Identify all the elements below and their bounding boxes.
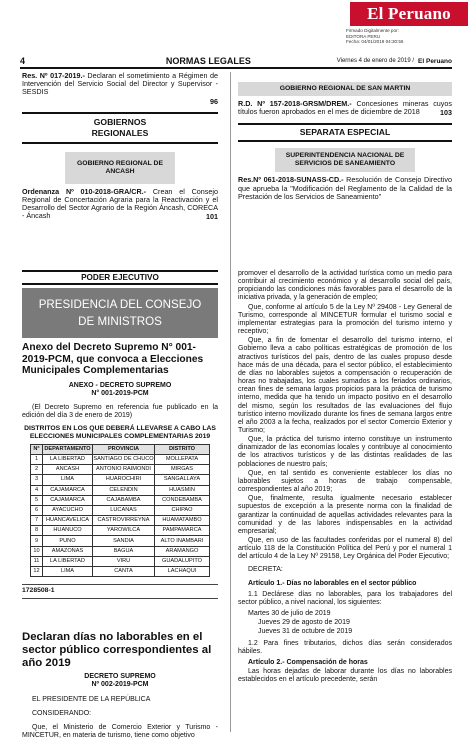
region-box-ancash: GOBIERNO REGIONAL DE ANCASH [65, 152, 175, 184]
poder-ejecutivo-heading: PODER EJECUTIVO [22, 270, 218, 285]
entry-label: Res. Nº 017-2019.- [22, 71, 85, 80]
masthead [0, 0, 474, 50]
annex-heading: ANEXO - DECRETO SUPREMO [68, 382, 172, 389]
table-row [31, 516, 210, 526]
table-row [31, 475, 210, 485]
summary-entry [22, 72, 218, 97]
entry-text: Declaran el sometimiento a Régimen de Intervención del Servicio Social del Director y Supervisor - SESDIS [22, 71, 218, 97]
date-item: Jueves 31 de octubre de 2019 [258, 628, 353, 636]
entry-text: Concesiones mineras cuyos títulos fueron aprobados en el mes de diciembre de 2018 [238, 99, 452, 117]
table-cell: 3 [31, 475, 43, 485]
table-cell: LIMA [43, 475, 93, 485]
left-summary [22, 72, 218, 221]
table-cell: PUNO [43, 536, 93, 546]
table-cell: HUANCAVELICA [43, 516, 93, 526]
paragraph: Que, la práctica del turismo interno constituye un instrumento dinamizador de las economías locales y contribuye al conocimiento de los atractivos turísticos y de las distintas realidades de las poblaciones de nuestro país; [238, 436, 452, 468]
entry-label: Ordenanza Nº 010-2018-GRA/CR.- [22, 186, 147, 196]
table-cell: LA LIBERTAD [43, 556, 93, 566]
region-box-sunass: SUPERINTENDENCIA NACIONAL DE SERVICIOS DE SANEAMIENTO [275, 148, 415, 172]
table-row [31, 556, 210, 566]
paragraph: Que, conforme al artículo 5 de la Ley Nº 29408 - Ley General de Turismo, corresponde al MINCETUR formular el turismo social e implementar estrategias para la promoción del turismo interno y receptivo; [238, 303, 452, 336]
table-cell: 7 [31, 516, 43, 526]
column-header: PROVINCIA [93, 444, 155, 454]
table-cell: VIRU [93, 556, 155, 566]
entry-label: R.D. Nº 157-2018-GRSM/DREM.- [238, 99, 352, 108]
column-divider [230, 72, 231, 732]
region-box-sanmartin: GOBIERNO REGIONAL DE SAN MARTIN [238, 82, 452, 96]
entry-label: Res.Nº 061-2018-SUNASS-CD.- [238, 175, 344, 185]
table-cell: 5 [31, 495, 43, 505]
table-cell: LACHAQUI [155, 567, 210, 577]
table-cell: 6 [31, 505, 43, 515]
table-cell: HUASMIN [155, 485, 210, 495]
table-header-row [31, 444, 210, 454]
date-item: Martes 30 de julio de 2019 [248, 610, 331, 618]
paragraph: Que, en tal sentido es conveniente establecer los días no laborables sujetos a horas de trabajo compensable, correspondientes al año 2019; [238, 469, 452, 494]
divider [238, 123, 452, 125]
signature-line: Firmado Digitalmente por: [346, 28, 399, 33]
table-cell: CAJAMARCA [43, 495, 93, 505]
table-cell: ANCASH [43, 465, 93, 475]
table-row [31, 536, 210, 546]
entry-page: 96 [210, 96, 218, 106]
column-header: DISTRITO [155, 444, 210, 454]
table-cell: HUANUCO [43, 526, 93, 536]
table-cell: ARAMANGO [155, 546, 210, 556]
table-title: DISTRITOS EN LOS QUE DEBERÁ LLEVARSE A CABO LAS ELECCIONES MUNICIPALES COMPLEMENTARIAS 2019 [24, 425, 216, 440]
table-cell: PAMPAMARCA [155, 526, 210, 536]
issue-date: Viernes 4 de enero de 2019 / [336, 58, 415, 64]
divider [22, 584, 218, 585]
entry-text: Resolución de Consejo Directivo que aprueba la "Modificación del Reglamento de la Calidad de la Prestación de los Servicios de Saneamiento" [238, 175, 452, 201]
column-header: N° [31, 444, 43, 454]
table-cell: GUADALUPITO [155, 556, 210, 566]
table-row [31, 465, 210, 475]
article-2-title: Artículo 2.- Compensación de horas [248, 658, 368, 666]
table-cell: 12 [31, 567, 43, 577]
table-row [31, 505, 210, 515]
divider [22, 142, 218, 144]
table-cell: CELENDIN [93, 485, 155, 495]
paragraph: Que, el Ministerio de Comercio Exterior y Turismo - MINCETUR, en materia de turismo, tiene como objetivo [22, 724, 218, 740]
table-cell: 8 [31, 526, 43, 536]
brand-logo: El Peruano [350, 2, 468, 26]
table-cell: LA LIBERTAD [43, 454, 93, 464]
table-cell: LIMA [43, 567, 93, 577]
right-summary [238, 72, 452, 201]
table-cell: HUAROCHIRI [93, 475, 155, 485]
annex-note: (El Decreto Supremo en referencia fue publicado en la edición del día 3 de enero de 2019) [22, 403, 218, 419]
table-row [31, 526, 210, 536]
table-cell: CASTROVIRREYNA [93, 516, 155, 526]
table-cell: ANTONIO RAIMONDI [93, 465, 155, 475]
decreta-line: DECRETA: [248, 566, 283, 574]
table-cell: AMAZONAS [43, 546, 93, 556]
decree-2 [22, 631, 218, 741]
running-header [20, 55, 452, 69]
paragraph: Que, a fin de fomentar el desarrollo del turismo interno, el Gobierno lleva a cabo políticas estratégicas de promoción de los atractivos turísticos del país, dentro de las cuales propuso desde hace más de una década, para el sector público, el establecimiento de días no laborables sujetos a compensación o recuperación de horas no trabajadas, los cuales sumados a los feriados ordinarios, crean fines de semana largos propicios para la práctica de turismo interno, medida que ha tenido un impacto positivo en el desarrollo del mismo, según los resultados de las evaluaciones del flujo turístico interno movilizado durante los fines de semana largos entre el año 2003 a la fecha, realizados por el sector Comercio Exterior y Turismo; [238, 337, 452, 434]
table-cell: SANTIAGO DE CHUCO [93, 454, 155, 464]
table-cell: 1 [31, 454, 43, 464]
table-cell: SANGALLAYA [155, 475, 210, 485]
decree-2-continued [238, 270, 452, 685]
table-cell: CAJABAMBA [93, 495, 155, 505]
section-title: NORMAS LEGALES [165, 56, 251, 66]
signature-line: EDITORA PERU [346, 33, 381, 39]
table-cell: HUAMATAMBO [155, 516, 210, 526]
page-number: 4 [20, 56, 26, 66]
divider [238, 140, 452, 142]
paragraph: promover el desarrollo de la actividad turística como un medio para contribuir al crecimiento económico y al desarrollo social del país, propiciando las condiciones más favorables para el desarrollo de la iniciativa privada, y la generación de empleo; [238, 270, 452, 302]
paragraph: 1.1 Declárese días no laborables, para los trabajadores del sector público, a nivel nacional, los siguientes: [238, 590, 452, 606]
table-cell: YAROWILCA [93, 526, 155, 536]
entry-page: 103 [440, 108, 452, 118]
separata-heading: SEPARATA ESPECIAL [299, 127, 391, 138]
gobiernos-heading: GOBIERNOS REGIONALES [91, 116, 149, 138]
paragraph: 1.2 Para fines tributarios, dichos días serán considerados hábiles. [238, 639, 452, 655]
paragraph: Las horas dejadas de laborar durante los días no laborables establecidos en el artículo precedente, serán [238, 668, 452, 684]
table-cell: CANTA [93, 567, 155, 577]
table-cell: MIRGAS [155, 465, 210, 475]
table-cell: CONDEBAMBA [155, 495, 210, 505]
table-cell: 2 [31, 465, 43, 475]
signature-line: Fecha: 04/01/2019 04:30:56 [346, 39, 404, 44]
table-cell: 10 [31, 546, 43, 556]
entry-page: 101 [206, 212, 218, 222]
table-row [31, 495, 210, 505]
summary-entry [238, 176, 452, 201]
decree-annex [22, 382, 218, 599]
divider [22, 112, 218, 114]
table-cell: CAJAMARCA [43, 485, 93, 495]
digital-signature [346, 28, 464, 45]
considerando-line: CONSIDERANDO: [32, 709, 92, 717]
table-cell: 11 [31, 556, 43, 566]
reference-number: 1728508-1 [22, 587, 55, 595]
decree-2-heading: DECRETO SUPREMO [84, 673, 156, 680]
president-line: EL PRESIDENTE DE LA REPÚBLICA [32, 695, 151, 703]
table-cell: CHIPAO [155, 505, 210, 515]
date-item: Jueves 29 de agosto de 2019 [258, 619, 350, 627]
presidencia-box: PRESIDENCIA DEL CONSEJO DE MINISTROS [22, 288, 218, 338]
decree-title: Anexo del Decreto Supremo N° 001-2019-PCM, que convoca a Elecciones Municipales Complementarias [22, 342, 204, 377]
annex-number: N° 001-2019-PCM [91, 390, 149, 398]
table-cell: LUCANAS [93, 505, 155, 515]
paragraph: Que, finalmente, resulta igualmente necesario establecer supuestos de excepción a la presente norma con la finalidad de garantizar la continuidad de aquellas actividades relevantes para la comunidad y de las labores indispensables en la actividad empresarial; [238, 495, 452, 535]
districts-table [30, 444, 210, 577]
table-row [31, 485, 210, 495]
column-header: DEPARTAMENTO [43, 444, 93, 454]
decree-2-number: Nº 002-2019-PCM [91, 681, 149, 689]
table-row [31, 567, 210, 577]
decree-2-title: Declaran días no laborables en el sector público correspondientes al año 2019 [22, 631, 212, 669]
table-cell: MOLLEPATA [155, 454, 210, 464]
table-cell: SANDIA [93, 536, 155, 546]
table-row [31, 546, 210, 556]
table-cell: BAGUA [93, 546, 155, 556]
table-cell: 9 [31, 536, 43, 546]
entry-text: Crean el Consejo Regional de Concertación Agraria para la Reactivación y el Desarrollo del Sector Agrario de la Región Áncash, CORECA - Áncash [22, 186, 218, 221]
divider [22, 598, 218, 599]
table-cell: AYACUCHO [43, 505, 93, 515]
table-cell: ALTO INAMBARI [155, 536, 210, 546]
paragraph: Que, en uso de las facultades conferidas por el numeral 8) del artículo 118 de la Constitución Política del Perú y por el numeral 1 del artículo 4 de la Ley Nº 29158, Ley Orgánica del Poder Ejecutivo; [238, 537, 452, 561]
table-row [31, 454, 210, 464]
article-1-title: Artículo 1.- Días no laborables en el sector público [248, 579, 417, 587]
brand-small: El Peruano [418, 57, 452, 65]
table-cell: 4 [31, 485, 43, 495]
